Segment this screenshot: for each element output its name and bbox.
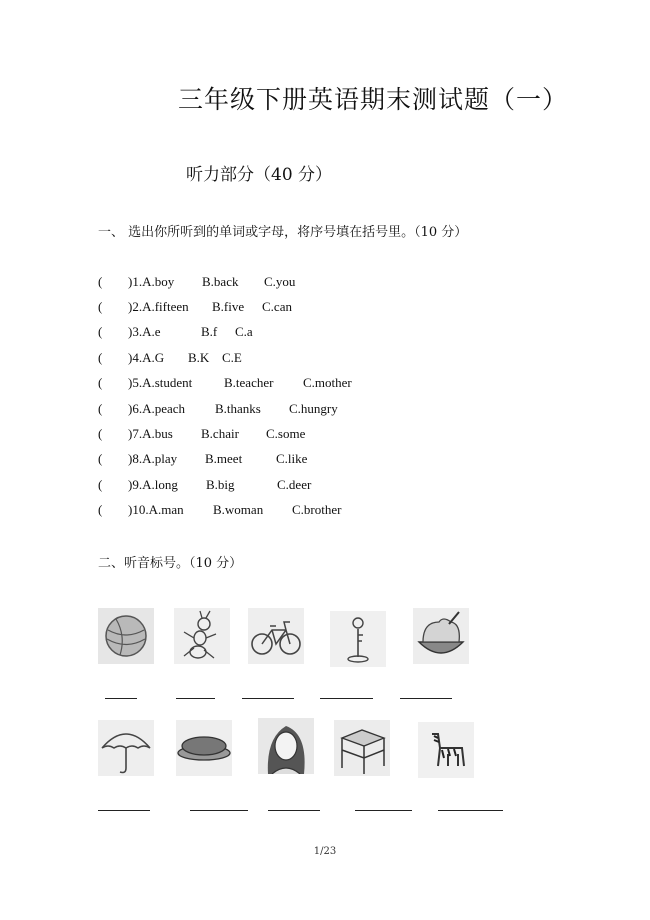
ice-cream-picture bbox=[413, 608, 469, 664]
option-a: )10.A.man bbox=[128, 502, 184, 517]
option-c: C.can bbox=[262, 299, 292, 314]
option-c: C.mother bbox=[303, 375, 352, 390]
answer-bracket: ( bbox=[98, 451, 103, 466]
option-c: C.hungry bbox=[289, 401, 338, 416]
page-title: 三年级下册英语期末测试题（一） bbox=[178, 85, 569, 114]
answer-line bbox=[268, 810, 320, 811]
option-c: C.some bbox=[266, 426, 306, 441]
option-a: )4.A.G bbox=[128, 350, 165, 365]
option-b: B.f bbox=[201, 324, 218, 339]
page-number: 1/23 bbox=[313, 846, 337, 857]
answer-bracket: ( bbox=[98, 375, 103, 390]
answer-line bbox=[105, 698, 137, 699]
option-a: )2.A.fifteen bbox=[128, 299, 189, 314]
answer-line bbox=[98, 810, 150, 811]
option-c: C.E bbox=[222, 350, 242, 365]
option-b: B.five bbox=[212, 299, 245, 314]
section1-heading: 一、 选出你所听到的单词或字母，将序号填在括号里。（10 分） bbox=[98, 225, 468, 240]
ball-picture bbox=[98, 608, 154, 664]
option-a: )9.A.long bbox=[128, 477, 178, 492]
bike-picture bbox=[248, 608, 304, 664]
answer-bracket: ( bbox=[98, 502, 103, 517]
option-b: B.K bbox=[188, 350, 210, 365]
answer-bracket: ( bbox=[98, 324, 103, 339]
option-c: C.brother bbox=[292, 502, 342, 517]
bread-picture bbox=[176, 720, 232, 776]
option-b: B.woman bbox=[213, 502, 264, 517]
option-c: C.a bbox=[235, 324, 253, 339]
answer-bracket: ( bbox=[98, 274, 103, 289]
answer-bracket: ( bbox=[98, 350, 103, 365]
option-b: B.chair bbox=[201, 426, 239, 441]
option-a: )3.A.e bbox=[128, 324, 161, 339]
answer-line bbox=[400, 698, 452, 699]
option-c: C.deer bbox=[277, 477, 312, 492]
answer-bracket: ( bbox=[98, 426, 103, 441]
answer-line bbox=[320, 698, 373, 699]
option-a: )6.A.peach bbox=[128, 401, 186, 416]
ant-picture bbox=[174, 608, 230, 664]
listening-part-heading: 听力部分（40 分） bbox=[186, 165, 333, 185]
option-b: B.thanks bbox=[215, 401, 261, 416]
option-b: B.meet bbox=[205, 451, 243, 466]
answer-bracket: ( bbox=[98, 299, 103, 314]
option-b: B.teacher bbox=[224, 375, 274, 390]
option-a: )8.A.play bbox=[128, 451, 178, 466]
zebra-picture bbox=[418, 722, 474, 778]
option-a: )1.A.boy bbox=[128, 274, 175, 289]
option-b: B.back bbox=[202, 274, 239, 289]
answer-bracket: ( bbox=[98, 477, 103, 492]
option-c: C.you bbox=[264, 274, 296, 289]
answer-line bbox=[242, 698, 294, 699]
option-a: )7.A.bus bbox=[128, 426, 173, 441]
section2-heading: 二、听音标号。（10 分） bbox=[98, 556, 243, 571]
desk-picture bbox=[334, 720, 390, 776]
option-a: )5.A.student bbox=[128, 375, 193, 390]
answer-line bbox=[355, 810, 412, 811]
answer-line bbox=[176, 698, 215, 699]
umbrella-picture bbox=[98, 720, 154, 776]
answer-line bbox=[190, 810, 248, 811]
option-b: B.big bbox=[206, 477, 235, 492]
option-c: C.like bbox=[276, 451, 308, 466]
answer-bracket: ( bbox=[98, 401, 103, 416]
key-picture bbox=[330, 611, 386, 667]
woman-picture bbox=[258, 718, 314, 774]
answer-line bbox=[438, 810, 503, 811]
